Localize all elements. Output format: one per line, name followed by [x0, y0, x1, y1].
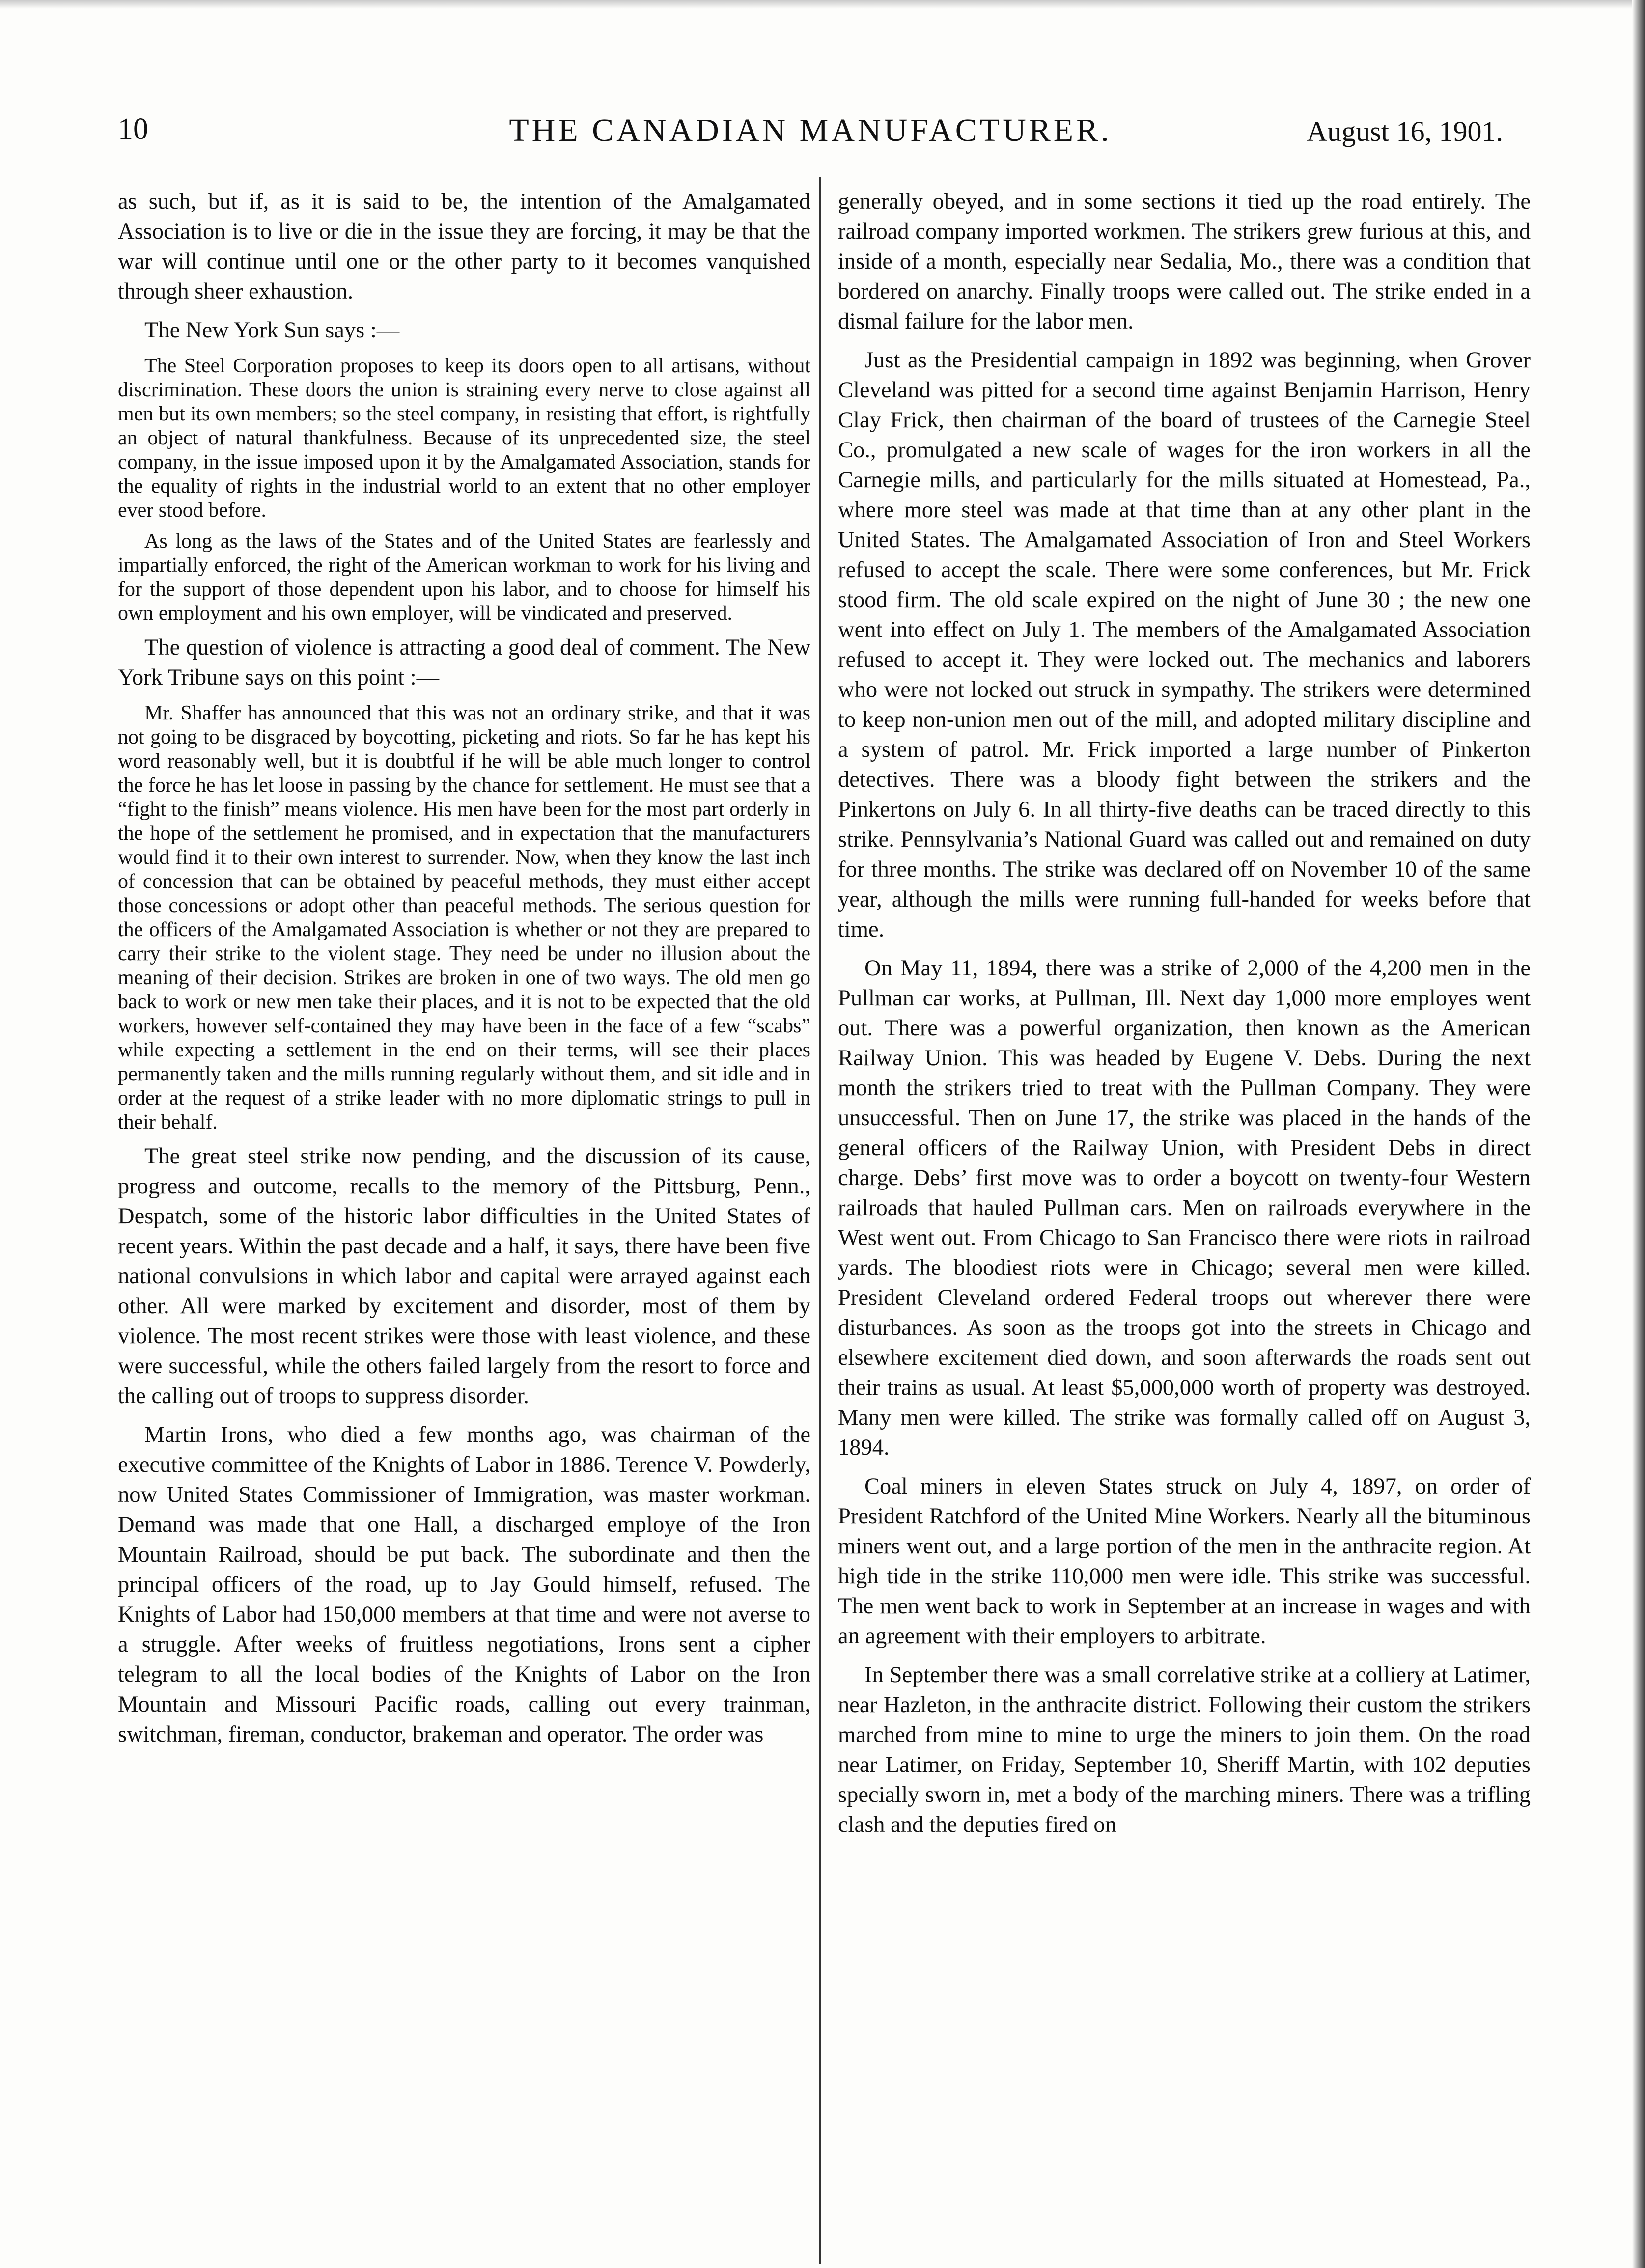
publication-title: THE CANADIAN MANUFACTURER.	[509, 112, 1112, 148]
paragraph: as such, but if, as it is said to be, the intention of the Amalgamated Association is to live or die in the issue they are forcing, it may be that the war will continue until one or the other party to it becomes vanquished through sheer exhaustion.	[118, 189, 810, 304]
paragraph: On May 11, 1894, there was a strike of 2,000 of the 4,200 men in the Pullman car works, at Pullman, Ill. Next day 1,000 more employes went out. There was a powerful organization, then known as the American Railway Union. This was headed by Eugene V. Debs. During the next month the strikers tried to treat with the Pullman Company. They were unsuccessful. Then on June 17, the strike was placed in the hands of the general officers of the Railway Union, with President Debs in direct charge. Debs’ first move was to order a boycott on twenty-four Western railroads that hauled Pullman cars. Men on railroads everywhere in the West went out. From Chicago to San Francisco there were riots in railroad yards. The bloodiest riots were in Chicago; several men were killed. President Cleveland ordered Federal troops out wherever there were disturbances. As soon as the troops got into the streets in Chicago and elsewhere excitement died down, and soon afterwards the roads sent out their trains as usual. At least $5,000,000 worth of property was destroyed. Many men were killed. The strike was formally called off on August 3, 1894.	[838, 956, 1531, 1460]
paragraph: Just as the Presidential campaign in 1892 was beginning, when Grover Cleveland was pitted for a second time against Benjamin Harrison, Henry Clay Frick, then chairman of the board of trustees of the Carnegie Steel Co., promulgated a new scale of wages for the iron workers in all the Carnegie mills, and particularly for the mills situated at Homestead, Pa., where more steel was made at that time than at any other plant in the United States. The Amalgamated Association of Iron and Steel Workers refused to accept the scale. There were some conferences, but Mr. Frick stood firm. The old scale expired on the night of June 30 ; the new one went into effect on July 1. The members of the Amalgamated Association refused to accept it. They were locked out. The mechanics and laborers who were not locked out struck in sympathy. The strikers were determined to keep non-union men out of the mill, and adopted military discipline and a system of patrol. Mr. Frick imported a large number of Pinkerton detectives. There was a bloody fight between the strikers and the Pinkertons on July 6. In all thirty-five deaths can be traced directly to this strike. Pennsylvania’s National Guard was called out and remained on duty for three months. The strike was declared off on November 10 of the same year, although the mills were running full-handed for weeks before that time.	[838, 348, 1531, 942]
page-number: 10	[118, 112, 148, 146]
quoted-paragraph: As long as the laws of the States and of the United States are fearlessly and impartially enforced, the right of the American workman to work for his living and for the support of those dependent upon his labor, and to choose for himself his own employment and his own employer, will be vindicated and preserved.	[118, 530, 810, 625]
paragraph: Martin Irons, who died a few months ago, was chairman of the executive committee of the Knights of Labor in 1886. Terence V. Powderly, now United States Commissioner of Immigration, was master workman. Demand was made that one Hall, a discharged employe of the Iron Mountain Railroad, should be put back. The subordinate and then the principal officers of the road, up to Jay Gould himself, refused. The Knights of Labor had 150,000 members at that time and were not averse to a struggle. After weeks of fruitless negotiations, Irons sent a cipher telegram to all the local bodies of the Knights of Labor on the Iron Mountain and Missouri Pacific roads, calling out every trainman, switchman, fireman, conductor, brakeman and operator. The order was	[118, 1422, 810, 1747]
paragraph: The New York Sun says :—	[144, 318, 400, 343]
paragraph: The great steel strike now pending, and the discussion of its cause, progress and outcome, recalls to the memory of the Pittsburg, Penn., Despatch, some of the historic labor difficulties in the United States of recent years. Within the past decade and a half, it says, there have been five national convulsions in which labor and capital were arrayed against each other. All were marked by excitement and disorder, most of them by violence. The most recent strikes were those with least violence, and these were successful, while the others failed largely from the resort to force and the calling out of troops to suppress disorder.	[118, 1144, 810, 1409]
page-edge-top	[0, 0, 1645, 9]
quoted-paragraph: Mr. Shaffer has announced that this was not an ordinary strike, and that it was not going to be disgraced by boycotting, picketing and riots. So far he has kept his word reasonably well, but it is doubtful if he will be able much longer to control the force he has let loose in passing by the chance for settlement. He must see that a “fight to the finish” means violence. His men have been for the most part orderly in the hope of the settlement he promised, and in expectation that the manufacturers would find it to their own interest to surrender. Now, when they know the last inch of concession that can be obtained by peaceful methods, they must either accept those concessions or adopt other than peaceful methods. The serious question for the officers of the Amalgamated Association is whether or not they are prepared to carry their strike to the violent stage. They need be under no illusion about the meaning of their decision. Strikes are broken in one of two ways. The old men go back to work or new men take their places, and it is not to be expected that the old workers, however self-contained they may have been in the face of a few “scabs” while expecting a settlement in the end on their terms, will see their places permanently taken and the mills running regularly without them, and sit idle and in order at the request of a strike leader with no more diplomatic strings to pull in their behalf.	[118, 702, 810, 1134]
quoted-paragraph: The Steel Corporation proposes to keep its doors open to all artisans, without discrimination. These doors the union is straining every nerve to close against all men but its own members; so the steel company, in resisting that effort, is rightfully an object of natural thankfulness. Because of its unprecedented size, the steel company, in the issue imposed upon it by the Amalgamated Association, stands for the equality of rights in the industrial world to an extent that no other employer ever stood before.	[118, 355, 810, 522]
paragraph: Coal miners in eleven States struck on July 4, 1897, on order of President Ratchford of the United Mine Workers. Nearly all the bituminous miners went out, and a large portion of the men in the anthracite region. At high tide in the strike 110,000 men were idle. This strike was successful. The men went back to work in September at an increase in wages and with an agreement with their employers to arbitrate.	[838, 1474, 1531, 1649]
right-column	[838, 187, 1531, 2259]
page-edge-right	[1632, 0, 1645, 2268]
page-header	[118, 107, 1503, 166]
paragraph: generally obeyed, and in some sections it tied up the road entirely. The railroad company imported workmen. The strikers grew furious at this, and inside of a month, especially near Sedalia, Mo., there was a condition that bordered on anarchy. Finally troops were called out. The strike ended in a dismal failure for the labor men.	[838, 189, 1531, 334]
column-divider	[819, 177, 821, 2264]
paragraph: The question of violence is attracting a good deal of comment. The New York Tribune says on this point :—	[118, 635, 810, 690]
issue-date: August 16, 1901.	[1307, 115, 1503, 147]
paragraph: In September there was a small correlative strike at a colliery at Latimer, near Hazleton, in the anthracite district. Following their custom the strikers marched from mine to mine to urge the miners to join them. On the road near Latimer, on Friday, September 10, Sheriff Martin, with 102 deputies specially sworn in, met a body of the marching miners. There was a trifling clash and the deputies fired on	[838, 1662, 1531, 1837]
left-column	[118, 187, 810, 2259]
